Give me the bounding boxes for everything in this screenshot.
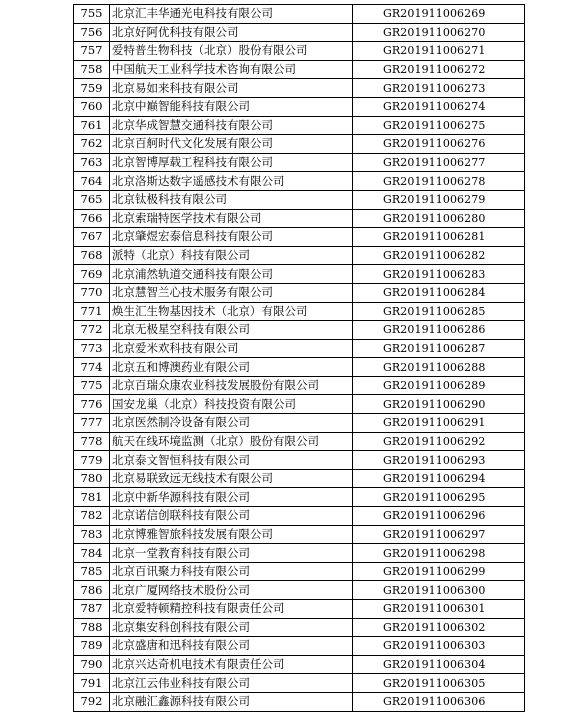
company-name-cell: 北京易如来科技有限公司 — [110, 79, 353, 98]
row-number-cell: 786 — [74, 581, 110, 600]
company-name-cell: 北京泰文智恒科技有限公司 — [110, 451, 353, 470]
row-number-cell: 785 — [74, 562, 110, 581]
certificate-code-cell: GR201911006287 — [353, 339, 525, 358]
row-number-cell: 761 — [74, 116, 110, 135]
certificate-code-cell: GR201911006280 — [353, 209, 525, 228]
company-name-cell: 派特（北京）科技有限公司 — [110, 246, 353, 265]
certificate-code-cell: GR201911006282 — [353, 246, 525, 265]
table-row — [74, 376, 525, 395]
table-row — [74, 525, 525, 544]
certificate-code-cell: GR201911006272 — [353, 60, 525, 79]
table-row — [74, 42, 525, 61]
row-number-cell: 779 — [74, 451, 110, 470]
table-row — [74, 321, 525, 340]
row-number-cell: 760 — [74, 97, 110, 116]
table-row — [74, 172, 525, 191]
table-row — [74, 135, 525, 154]
row-number-cell: 766 — [74, 209, 110, 228]
company-name-cell: 航天在线环境监测（北京）股份有限公司 — [110, 432, 353, 451]
row-number-cell: 763 — [74, 153, 110, 172]
company-name-cell: 北京博雅智旅科技发展有限公司 — [110, 525, 353, 544]
certificate-code-cell: GR201911006303 — [353, 637, 525, 656]
company-name-cell: 北京索瑞特医学技术有限公司 — [110, 209, 353, 228]
table-row — [74, 79, 525, 98]
certificate-code-cell: GR201911006301 — [353, 600, 525, 619]
certificate-code-cell: GR201911006293 — [353, 451, 525, 470]
row-number-cell: 781 — [74, 488, 110, 507]
company-name-cell: 北京广厦网络技术股份公司 — [110, 581, 353, 600]
row-number-cell: 756 — [74, 23, 110, 42]
certificate-code-cell: GR201911006289 — [353, 376, 525, 395]
company-name-cell: 北京盛唐和迅科技有限公司 — [110, 637, 353, 656]
certificate-code-cell: GR201911006270 — [353, 23, 525, 42]
company-name-cell: 北京百舸时代文化发展有限公司 — [110, 135, 353, 154]
certificate-code-cell: GR201911006306 — [353, 692, 525, 711]
row-number-cell: 769 — [74, 265, 110, 284]
certificate-code-cell: GR201911006281 — [353, 228, 525, 247]
company-name-cell: 北京融汇鑫源科技有限公司 — [110, 692, 353, 711]
certificate-code-cell: GR201911006302 — [353, 618, 525, 637]
certificate-code-cell: GR201911006299 — [353, 562, 525, 581]
table-row — [74, 692, 525, 711]
certificate-code-cell: GR201911006295 — [353, 488, 525, 507]
company-name-cell: 北京百讯聚力科技有限公司 — [110, 562, 353, 581]
certificate-code-cell: GR201911006290 — [353, 395, 525, 414]
table-row — [74, 414, 525, 433]
row-number-cell: 784 — [74, 544, 110, 563]
certificate-code-cell: GR201911006271 — [353, 42, 525, 61]
certificate-code-cell: GR201911006278 — [353, 172, 525, 191]
certificate-code-cell: GR201911006296 — [353, 507, 525, 526]
certificate-code-cell: GR201911006285 — [353, 302, 525, 321]
row-number-cell: 783 — [74, 525, 110, 544]
row-number-cell: 762 — [74, 135, 110, 154]
company-name-cell: 焕生汇生物基因技术（北京）有限公司 — [110, 302, 353, 321]
company-name-cell: 北京华成智慧交通科技有限公司 — [110, 116, 353, 135]
row-number-cell: 787 — [74, 600, 110, 619]
company-name-cell: 北京医然制冷设备有限公司 — [110, 414, 353, 433]
row-number-cell: 758 — [74, 60, 110, 79]
row-number-cell: 757 — [74, 42, 110, 61]
row-number-cell: 778 — [74, 432, 110, 451]
certificate-code-cell: GR201911006305 — [353, 674, 525, 693]
row-number-cell: 777 — [74, 414, 110, 433]
certificate-code-cell: GR201911006283 — [353, 265, 525, 284]
certificate-code-cell: GR201911006300 — [353, 581, 525, 600]
company-name-cell: 中国航天工业科学技术咨询有限公司 — [110, 60, 353, 79]
company-name-cell: 北京中新华源科技有限公司 — [110, 488, 353, 507]
row-number-cell: 791 — [74, 674, 110, 693]
table-row — [74, 97, 525, 116]
company-name-cell: 北京无极星空科技有限公司 — [110, 321, 353, 340]
row-number-cell: 782 — [74, 507, 110, 526]
row-number-cell: 790 — [74, 655, 110, 674]
certificate-code-cell: GR201911006277 — [353, 153, 525, 172]
table-row — [74, 674, 525, 693]
row-number-cell: 780 — [74, 469, 110, 488]
company-name-cell: 北京易联致远无线技术有限公司 — [110, 469, 353, 488]
row-number-cell: 788 — [74, 618, 110, 637]
table-row — [74, 265, 525, 284]
company-name-cell: 爱特普生物科技（北京）股份有限公司 — [110, 42, 353, 61]
certificate-code-cell: GR201911006286 — [353, 321, 525, 340]
company-name-cell: 北京五和博澳药业有限公司 — [110, 358, 353, 377]
certificate-code-cell: GR201911006292 — [353, 432, 525, 451]
certificate-code-cell: GR201911006297 — [353, 525, 525, 544]
row-number-cell: 767 — [74, 228, 110, 247]
company-table-body — [74, 5, 525, 712]
row-number-cell: 764 — [74, 172, 110, 191]
certificate-code-cell: GR201911006275 — [353, 116, 525, 135]
row-number-cell: 776 — [74, 395, 110, 414]
table-row — [74, 190, 525, 209]
row-number-cell: 759 — [74, 79, 110, 98]
row-number-cell: 770 — [74, 283, 110, 302]
table-row — [74, 469, 525, 488]
row-number-cell: 774 — [74, 358, 110, 377]
certificate-code-cell: GR201911006269 — [353, 5, 525, 24]
table-row — [74, 228, 525, 247]
table-row — [74, 655, 525, 674]
table-row — [74, 618, 525, 637]
company-name-cell: 北京诺信创联科技有限公司 — [110, 507, 353, 526]
row-number-cell: 792 — [74, 692, 110, 711]
row-number-cell: 789 — [74, 637, 110, 656]
table-row — [74, 451, 525, 470]
company-table — [73, 4, 525, 712]
row-number-cell: 768 — [74, 246, 110, 265]
table-row — [74, 581, 525, 600]
table-row — [74, 246, 525, 265]
table-row — [74, 488, 525, 507]
table-row — [74, 432, 525, 451]
company-name-cell: 北京一堂教育科技有限公司 — [110, 544, 353, 563]
table-row — [74, 209, 525, 228]
table-row — [74, 23, 525, 42]
company-name-cell: 北京好阿优科技有限公司 — [110, 23, 353, 42]
table-row — [74, 544, 525, 563]
company-name-cell: 北京中巅智能科技有限公司 — [110, 97, 353, 116]
table-row — [74, 153, 525, 172]
company-name-cell: 北京洛斯达数字遥感技术有限公司 — [110, 172, 353, 191]
company-name-cell: 国安龙巢（北京）科技投资有限公司 — [110, 395, 353, 414]
table-row — [74, 116, 525, 135]
certificate-code-cell: GR201911006294 — [353, 469, 525, 488]
row-number-cell: 765 — [74, 190, 110, 209]
company-name-cell: 北京百瑞众康农业科技发展股份有限公司 — [110, 376, 353, 395]
table-row — [74, 600, 525, 619]
certificate-code-cell: GR201911006273 — [353, 79, 525, 98]
table-row — [74, 5, 525, 24]
certificate-code-cell: GR201911006276 — [353, 135, 525, 154]
company-name-cell: 北京智博厚载工程科技有限公司 — [110, 153, 353, 172]
table-row — [74, 339, 525, 358]
table-row — [74, 562, 525, 581]
certificate-code-cell: GR201911006274 — [353, 97, 525, 116]
table-row — [74, 507, 525, 526]
company-name-cell: 北京爱特顿精控科技有限责任公司 — [110, 600, 353, 619]
company-name-cell: 北京汇丰华通光电科技有限公司 — [110, 5, 353, 24]
table-row — [74, 637, 525, 656]
certificate-code-cell: GR201911006279 — [353, 190, 525, 209]
certificate-code-cell: GR201911006291 — [353, 414, 525, 433]
company-name-cell: 北京肇煜宏泰信息科技有限公司 — [110, 228, 353, 247]
table-row — [74, 358, 525, 377]
table-row — [74, 60, 525, 79]
company-name-cell: 北京兴达奇机电技术有限责任公司 — [110, 655, 353, 674]
row-number-cell: 775 — [74, 376, 110, 395]
company-name-cell: 北京爱米欢科技有限公司 — [110, 339, 353, 358]
certificate-code-cell: GR201911006298 — [353, 544, 525, 563]
company-name-cell: 北京集安科创科技有限公司 — [110, 618, 353, 637]
table-row — [74, 283, 525, 302]
company-name-cell: 北京江云伟业科技有限公司 — [110, 674, 353, 693]
certificate-code-cell: GR201911006288 — [353, 358, 525, 377]
row-number-cell: 773 — [74, 339, 110, 358]
company-name-cell: 北京浦然轨道交通科技有限公司 — [110, 265, 353, 284]
table-row — [74, 395, 525, 414]
company-name-cell: 北京钛极科技有限公司 — [110, 190, 353, 209]
row-number-cell: 755 — [74, 5, 110, 24]
table-row — [74, 302, 525, 321]
row-number-cell: 771 — [74, 302, 110, 321]
row-number-cell: 772 — [74, 321, 110, 340]
company-name-cell: 北京慧智兰心技术服务有限公司 — [110, 283, 353, 302]
certificate-code-cell: GR201911006304 — [353, 655, 525, 674]
certificate-code-cell: GR201911006284 — [353, 283, 525, 302]
